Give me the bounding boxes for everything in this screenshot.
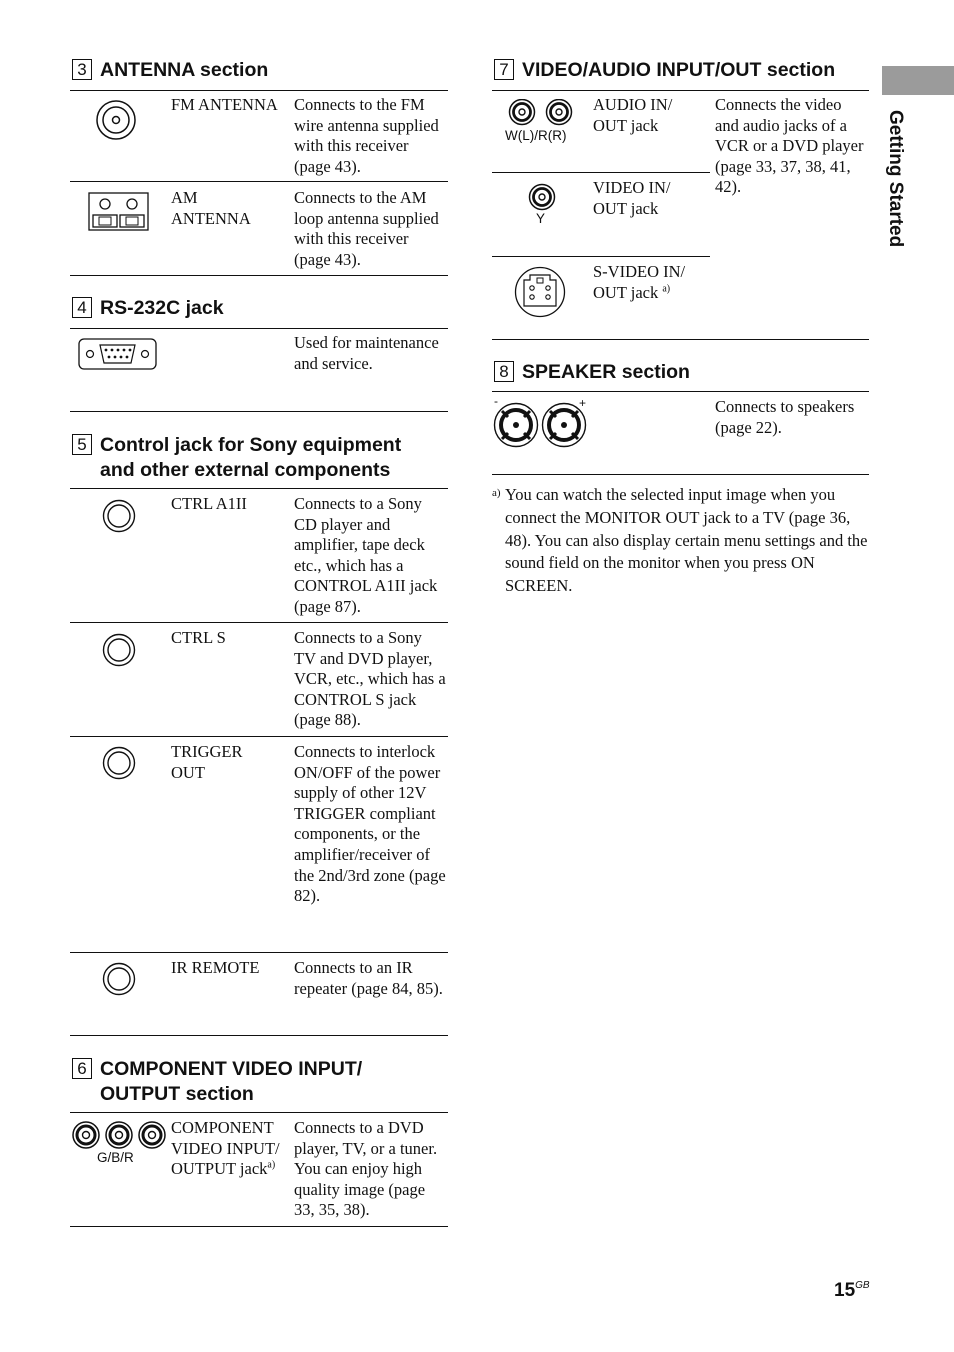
row-description: Connects to a Sony TV and DVD player, VCR, etc., which has a CONTROL S jack (page 88). — [294, 628, 446, 730]
trigger-out-jack-icon — [102, 746, 136, 780]
footnote-ref: a) — [267, 1159, 276, 1171]
rule — [492, 339, 869, 340]
rule — [70, 952, 448, 953]
speaker-terminals-icon — [493, 402, 587, 448]
rule — [70, 622, 448, 623]
section-8-heading — [494, 360, 690, 385]
section-number: 7 — [494, 59, 514, 80]
rule — [70, 1112, 448, 1113]
rule — [70, 90, 448, 91]
row-name: CTRL S — [171, 628, 226, 647]
row-name: VIDEO IN/ OUT jack — [593, 178, 671, 218]
rule — [70, 736, 448, 737]
section-4-heading — [72, 296, 224, 321]
ctrl-s-jack-icon — [102, 633, 136, 667]
row-description: Connects to a Sony CD player and amplifier, tape deck etc., which has a CONTROL A1II jack (page 87). — [294, 494, 438, 616]
row-description: Connects to a DVD player, TV, or a tuner. You can enjoy high quality image (page 33, 35, 38). — [294, 1118, 438, 1220]
rule — [492, 256, 710, 257]
rule — [70, 275, 448, 276]
section-number: 3 — [72, 59, 92, 80]
row-name: AUDIO IN/ OUT jack — [593, 95, 673, 135]
row-description: Used for maintenance and service. — [294, 333, 439, 373]
footnote-text: You can watch the selected input image when you connect the MONITOR OUT jack to a TV (page 36, 48). You can also display certain menu settings and the sound field on the monitor when you press ON SCREEN. — [505, 485, 868, 596]
row-description: Connects to the AM loop antenna supplied with this receiver (page 43). — [294, 188, 439, 269]
page-number-suffix: GB — [855, 1280, 870, 1291]
row-name — [593, 262, 709, 303]
jack-caption: G/B/R — [97, 1150, 134, 1165]
section-number: 6 — [72, 1058, 92, 1079]
speaker-plus-label: + — [579, 396, 587, 410]
row-description: Connects to an IR repeater (page 84, 85). — [294, 958, 443, 998]
fm-antenna-jack-icon — [95, 99, 137, 141]
section-title: COMPONENT VIDEO INPUT/ OUTPUT section — [100, 1058, 363, 1105]
row-description: Connects to speakers (page 22). — [715, 397, 855, 437]
component-video-jacks-icon — [71, 1121, 167, 1151]
jack-caption: W(L)/R(R) — [505, 128, 567, 143]
am-antenna-terminal-icon — [88, 192, 150, 232]
section-number: 4 — [72, 297, 92, 318]
page-number — [834, 1280, 870, 1302]
section-5-heading — [72, 433, 430, 483]
rule — [70, 1035, 448, 1036]
section-7-heading — [494, 58, 835, 83]
ir-remote-jack-icon — [102, 962, 136, 996]
rule — [70, 181, 448, 182]
section-number: 5 — [72, 434, 92, 455]
row-name — [171, 1118, 293, 1180]
row-description: Connects to interlock ON/OFF of the power supply of other 12V TRIGGER compliant components, or the amplifier/receiver of the 2nd/3rd zone (page 82). — [294, 742, 446, 906]
rule — [492, 474, 869, 475]
section-7-description: Connects the video and audio jacks of a VCR or a DVD player (page 33, 37, 38, 41, 42). — [715, 95, 864, 197]
footnote-ref: a) — [662, 283, 671, 295]
rule — [492, 90, 869, 91]
side-tab-label: Getting Started — [885, 110, 906, 248]
side-tab-marker — [882, 66, 954, 95]
ctrl-a1ii-jack-icon — [102, 499, 136, 533]
speaker-minus-label: - — [494, 394, 498, 408]
audio-jacks-icon — [507, 99, 575, 127]
footnote — [492, 484, 868, 598]
section-title: VIDEO/AUDIO INPUT/OUT section — [522, 59, 836, 81]
section-3-heading — [72, 58, 268, 83]
section-title: ANTENNA section — [100, 59, 269, 81]
row-description: Connects to the FM wire antenna supplied with this receiver (page 43). — [294, 95, 439, 176]
rule — [70, 411, 448, 412]
row-name: CTRL A1II — [171, 494, 247, 513]
footnote-mark: a) — [492, 487, 501, 499]
row-name: TRIGGER OUT — [171, 742, 243, 782]
rule — [492, 172, 710, 173]
rule — [70, 328, 448, 329]
rule — [70, 488, 448, 489]
rs232c-connector-icon — [78, 338, 158, 370]
row-name: AM ANTENNA — [171, 188, 251, 228]
section-number: 8 — [494, 361, 514, 382]
section-6-heading — [72, 1057, 400, 1107]
page-number-value: 15 — [834, 1280, 856, 1301]
rule — [70, 1226, 448, 1227]
section-title: RS-232C jack — [100, 297, 224, 319]
section-title: Control jack for Sony equipment and other external components — [100, 434, 402, 481]
row-name: IR REMOTE — [171, 958, 260, 977]
jack-caption: Y — [536, 211, 546, 226]
row-name-text: COMPONENT VIDEO INPUT/ OUTPUT jack — [171, 1118, 280, 1179]
video-jack-icon — [528, 183, 556, 211]
row-name: FM ANTENNA — [171, 95, 278, 114]
rule — [492, 391, 869, 392]
row-name-text: S-VIDEO IN/ OUT jack — [593, 262, 686, 302]
section-title: SPEAKER section — [522, 361, 690, 383]
s-video-jack-icon — [514, 266, 566, 318]
